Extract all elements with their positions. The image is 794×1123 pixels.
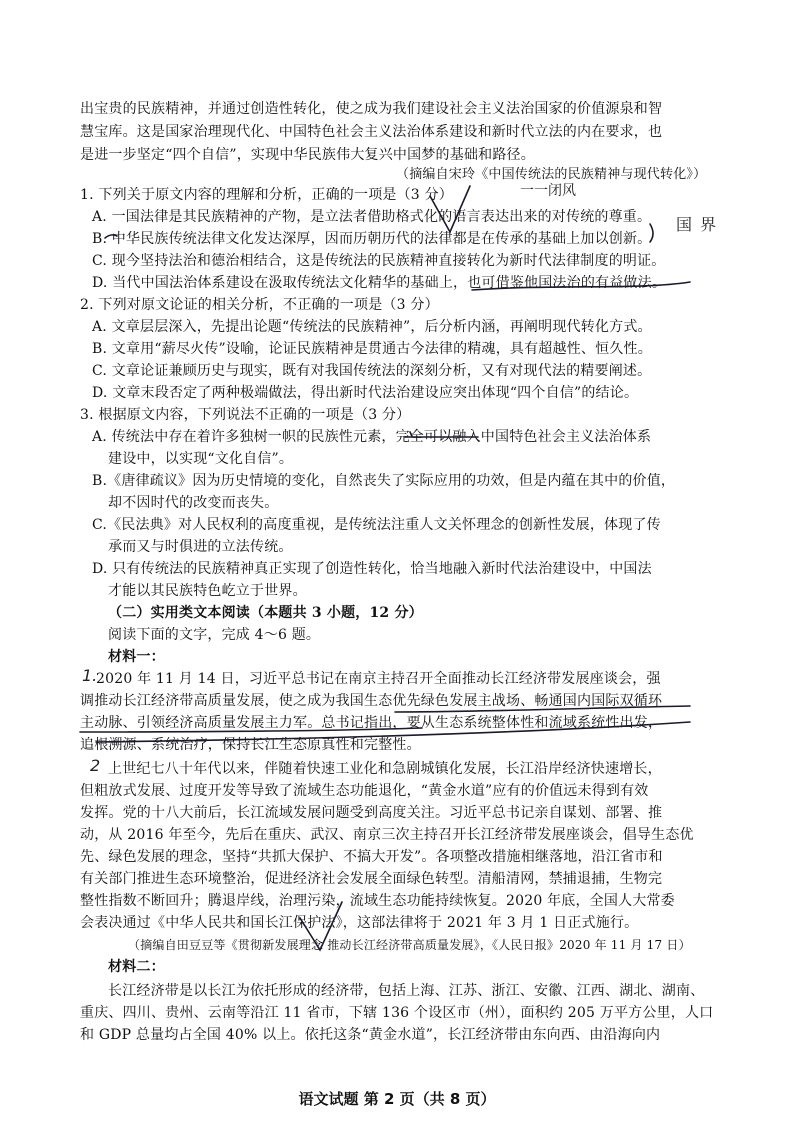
material-1-line: 主动脉、引领经济高质量发展主力军。总书记指出，要从生态系统整体性和流域系统性出发， <box>80 715 663 731</box>
page-footer: 语文试题 第 2 页（共 8 页） <box>298 1090 496 1108</box>
question-3-option-b-cont: 却不因时代的改变而丧失。 <box>108 495 279 511</box>
material-1-line: 先、绿色发展的理念，坚持“共抓大保护、不搞大开发”。各项整改措施相继落地，沿江省市和 <box>80 849 663 865</box>
material-1-title: 材料一： <box>108 649 165 665</box>
question-3-option-c-cont: 承而又与时俱进的立法传统。 <box>108 539 293 555</box>
question-3-option-c: C.《民法典》对人民权利的高度重视，是传统法注重人文关怀理念的创新性发展，体现了传 <box>92 517 661 533</box>
material-2-line: 重庆、四川、贵州、云南等沿江 11 省市，下辖 136 个设区市（州），面积约 205 万平方公里，人口 <box>80 1005 714 1021</box>
question-3-option-a-cont: 建设中，以实现“文化自信”。 <box>108 451 294 467</box>
material-2-line: 长江经济带是以长江为依托形成的经济带，包括上海、江苏、浙江、安徽、江西、湖北、湖南、 <box>108 983 705 999</box>
question-3-option-d-cont: 才能以其民族特色屹立于世界。 <box>108 583 307 599</box>
handwritten-note-right-1: 国 <box>676 215 693 234</box>
material-1-line: 追根溯源、系统治疗，保持长江生态原真性和完整性。 <box>80 737 421 753</box>
question-3-stem: 3. 根据原文内容，下列说法不正确的一项是（3 分） <box>80 407 411 423</box>
question-3-option-a: A. 传统法中存在着许多独树一帜的民族性元素，完全可以融入中国特色社会主义法治体系 <box>92 429 652 445</box>
section-instruction: 阅读下面的文字，完成 4～6 题。 <box>108 627 321 643</box>
passage-line: 出宝贵的民族精神，并通过创造性转化，使之成为我们建设社会主义法治国家的价值源泉和智 <box>80 101 663 117</box>
material-1-line: 上世纪七八十年代以来，伴随着快速工业化和急剧城镇化发展，长江沿岸经济快速增长， <box>108 761 662 777</box>
question-2-stem: 2. 下列对原文论证的相关分析，不正确的一项是（3 分） <box>80 297 439 313</box>
material-2-title: 材料二： <box>108 959 165 975</box>
question-1-option-c: C. 现今坚持法治和德治相结合，这是传统法的民族精神直接转化为新时代法律制度的明证。 <box>92 253 666 269</box>
question-2-option-b: B. 文章用“薪尽火传”设喻，论证民族精神是贯通古今法律的精魂，具有超越性、恒久性。 <box>92 341 652 357</box>
material-1-line: 有关部门推进生态环境整治，促进经济社会发展全面绿色转型。清船清网，禁捕退捕，生物完 <box>80 871 663 887</box>
handwritten-note-top: 一一闭风 <box>520 183 576 199</box>
material-1-citation: （摘编自田豆豆等《贯彻新发展理念 推动长江经济带高质量发展》，《人民日报》2020 年 11 月 17 日） <box>128 938 691 952</box>
passage-line: 慧宝库。这是国家治理现代化、中国特色社会主义法治体系建设和新时代立法的内在要求，也 <box>80 124 663 140</box>
material-1-line: 会表决通过《中华人民共和国长江保护法》，这部法律将于 2021 年 3 月 1 日正式施行。 <box>80 915 639 931</box>
section-heading: （二）实用类文本阅读（本题共 3 小题，12 分） <box>108 605 423 621</box>
material-1-line: 动，从 2016 年至今，先后在重庆、武汉、南京三次主持召开长江经济带发展座谈会，倡导生态优 <box>80 827 694 843</box>
question-1-stem: 1. 下列关于原文内容的理解和分析，正确的一项是（3 分） <box>80 187 453 203</box>
material-1-line: 调推动长江经济带高质量发展，使之成为我国生态优先绿色发展主战场、畅通国内国际双循环 <box>80 693 663 709</box>
question-1-option-b: B. 中华民族传统法律文化发达深厚，因而历朝历代的法律都是在传承的基础上加以创新。 <box>92 231 652 247</box>
passage-line: 是进一步坚定“四个自信”，实现中华民族伟大复兴中国梦的基础和路径。 <box>80 147 535 163</box>
question-1-option-a: A. 一国法律是其民族精神的产物，是立法者借助格式化的语言表达出来的对传统的尊重。 <box>92 209 652 225</box>
question-2-option-d: D. 文章末段否定了两种极端做法，得出新时代法治建设应突出体现“四个自信”的结论。 <box>92 385 639 401</box>
question-3-option-d: D. 只有传统法的民族精神真正实现了创造性转化，恰当地融入新时代法治建设中，中国法 <box>92 561 652 577</box>
material-1-line: 2020 年 11 月 14 日，习近平总书记在南京主持召开全面推动长江经济带发展座谈会，强 <box>96 671 661 687</box>
handwritten-number-1: 1. <box>82 666 98 685</box>
handwritten-number-2: 2 <box>90 756 101 775</box>
passage-citation: （摘编自宋玲《中国传统法的民族精神与现代转化》） <box>396 167 707 182</box>
question-1-option-d: D. 当代中国法治体系建设在汲取传统法文化精华的基础上，也可借鉴他国法治的有益做法。 <box>92 275 667 291</box>
question-2-option-c: C. 文章论证兼顾历史与现实，既有对我国传统法的深刻分析，又有对现代法的精要阐述。 <box>92 363 652 379</box>
material-1-line: 发挥。党的十八大前后，长江流域发展问题受到高度关注。习近平总书记亲自谋划、部署、推 <box>80 805 663 821</box>
question-3-option-b: B.《唐律疏议》因为历史情境的变化，自然丧失了实际应用的功效，但是内蕴在其中的价值， <box>92 473 676 489</box>
question-2-option-a: A. 文章层层深入，先提出论题“传统法的民族精神”，后分析内涵，再阐明现代转化方式。 <box>92 319 652 335</box>
material-1-line: 但粗放式发展、过度开发等导致了流域生态功能退化，“黄金水道”应有的价值远未得到有效 <box>80 783 649 799</box>
handwritten-note-right-2: 界 <box>700 215 717 234</box>
material-1-line: 整性指数不断回升；腾退岸线，治理污染，流域生态功能持续恢复。2020 年底，全国人大常委 <box>80 893 675 909</box>
material-2-line: 和 GDP 总量均占全国 40% 以上。依托这条“黄金水道”，长江经济带由东向西、由沿海向内 <box>80 1027 661 1043</box>
